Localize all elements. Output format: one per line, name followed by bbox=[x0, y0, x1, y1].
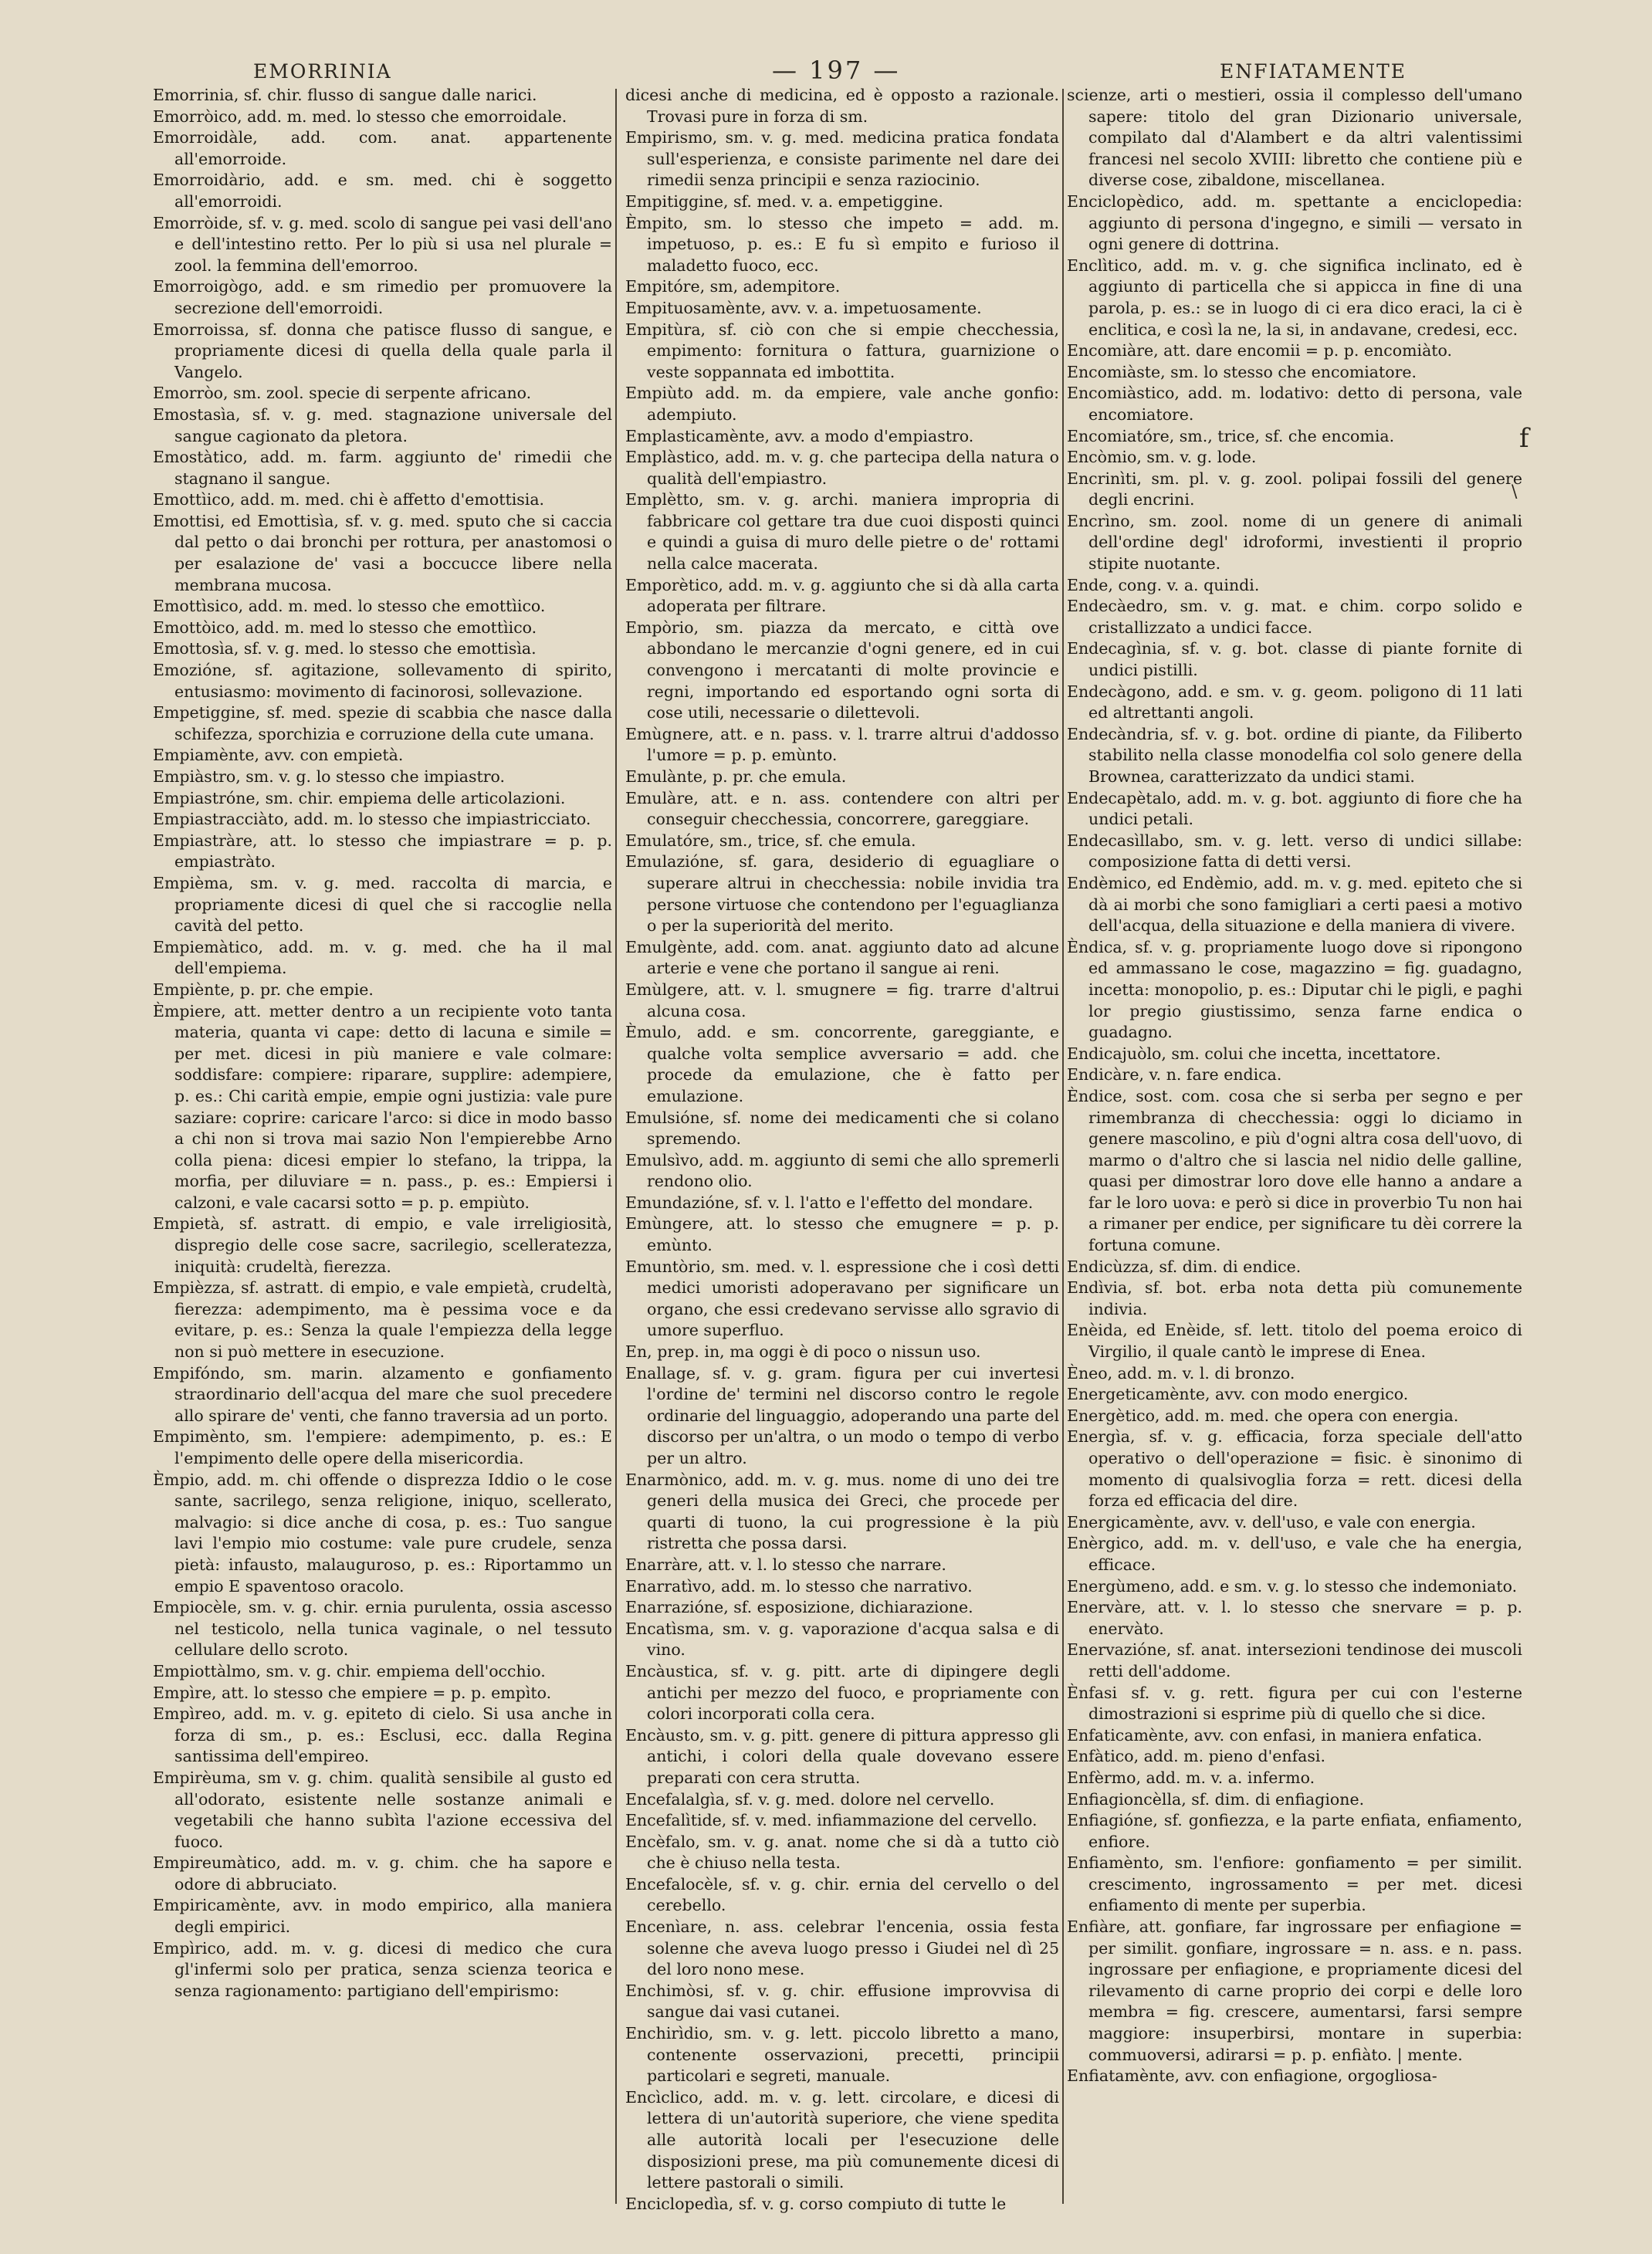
dictionary-entry: Emorroigògo, add. e sm rimedio per promuovere la secrezione dell'emorroidi. bbox=[153, 277, 612, 317]
dictionary-entry: Encrìno, sm. zool. nome di un genere di animali dell'ordine degl' idroformi, investienti il proprio stipite nuotante. bbox=[1067, 511, 1522, 574]
dictionary-entry: Encomiatóre, sm., trice, sf. che encomia. bbox=[1067, 426, 1395, 445]
dictionary-entry: Emulazióne, sf. gara, desiderio di eguagliare o superare altrui in checchessia: nobile invidia tra persone virtuose che contendono per l'eguaglianza o per la superiorità del merito. bbox=[625, 852, 1059, 936]
dictionary-entry: Empiènte, p. pr. che empie. bbox=[153, 980, 374, 999]
dictionary-entry: Enarratìvo, add. m. lo stesso che narrativo. bbox=[625, 1576, 973, 1596]
dictionary-entry: Enallage, sf. v. g. gram. figura per cui invertesi l'ordine de' termini nel discorso contro le regole ordinarie del linguaggio, adoperando una parte del discorso per un'altra, o un modo o tempo di verbo per un altro. bbox=[625, 1363, 1059, 1467]
dictionary-entry: Encenìare, n. ass. celebrar l'encenia, ossia festa solenne che aveva luogo presso i Giudei nel dì 25 del loro nono mese. bbox=[625, 1917, 1059, 1979]
dictionary-entry: Enchimòsi, sf. v. g. chir. effusione improvvisa di sangue dai vasi cutanei. bbox=[625, 1981, 1059, 2022]
dictionary-entry: Emostasìa, sf. v. g. med. stagnazione universale del sangue cagionato da pletora. bbox=[153, 404, 612, 445]
dictionary-entry: Emozióne, sf. agitazione, sollevamento di spirito, entusiasmo: movimento di facinorosi, sollevazione. bbox=[153, 661, 612, 701]
dictionary-entry: Empireumàtico, add. m. v. g. chim. che ha sapore e odore di abbruciato. bbox=[153, 1853, 612, 1894]
dictionary-entry: Empìrico, add. m. v. g. dicesi di medico che cura gl'infermi solo per pratica, senza scienza teorica e senza ragionamento: partigiano dell'empirismo: bbox=[153, 1938, 612, 2000]
dictionary-entry: Emplàstico, add. m. v. g. che partecipa della natura o qualità dell'empiastro. bbox=[625, 448, 1059, 488]
dictionary-entry: Empifóndo, sm. marin. alzamento e gonfiamento straordinario dell'acqua del mare che suol precedere allo spirare de' venti, che fanno traversia ad un porto. bbox=[153, 1363, 612, 1425]
dictionary-entry: Enfèrmo, add. m. v. a. infermo. bbox=[1067, 1768, 1315, 1787]
dictionary-entry: Energùmeno, add. e sm. v. g. lo stesso che indemoniato. bbox=[1067, 1576, 1518, 1596]
dictionary-entry: Enervazióne, sf. anat. intersezioni tendinose dei muscoli retti dell'addome. bbox=[1067, 1640, 1522, 1680]
column-divider bbox=[1062, 89, 1064, 2204]
margin-mark: f bbox=[1519, 423, 1529, 454]
dictionary-entry: Emottìsico, add. m. med. lo stesso che emottìico. bbox=[153, 597, 546, 616]
dictionary-entry: Endèmico, ed Endèmio, add. m. v. g. med. epiteto che si dà ai morbi che sono famigliari a certi paesi a motivo dell'acqua, della situazione e della maniera di vivere. bbox=[1067, 873, 1522, 936]
dictionary-entry: Ènfasi sf. v. g. rett. figura per cui con l'esterne dimostrazioni si esprime più di quello che si dice. bbox=[1067, 1683, 1522, 1724]
dictionary-entry: Empiottàlmo, sm. v. g. chir. empiema dell'occhio. bbox=[153, 1661, 546, 1680]
column-middle bbox=[625, 85, 1059, 2215]
dictionary-entry: Enfaticamènte, avv. con enfasi, in maniera enfatica. bbox=[1067, 1725, 1482, 1745]
dictionary-entry: Empitiggine, sf. med. v. a. empetiggine. bbox=[625, 191, 943, 211]
dictionary-entry: Empiamènte, avv. con empietà. bbox=[153, 746, 404, 765]
dictionary-entry: Emorròide, sf. v. g. med. scolo di sangue pei vasi dell'ano e dell'intestino retto. Per lo più si usa nel plurale = zool. la femmina dell'emorroo. bbox=[153, 213, 612, 275]
column-right bbox=[1067, 85, 1522, 2215]
dictionary-entry: Encomiàstico, add. m. lodativo: detto di persona, vale encomiatore. bbox=[1067, 384, 1522, 424]
dictionary-entry: Empiàstro, sm. v. g. lo stesso che impiastro. bbox=[153, 767, 506, 786]
dictionary-entry: scienze, arti o mestieri, ossia il complesso dell'umano sapere: titolo del gran Dizionario universale, compilato dal d'Alambert e da altri valentissimi francesi nel secolo XVIII: libretto che contiene più e diverse cose, zibaldone, miscellanea. bbox=[1067, 86, 1522, 190]
dictionary-entry: Empiricamènte, avv. in modo empirico, alla maniera degli empirici. bbox=[153, 1896, 612, 1937]
dictionary-entry: Enfiamènto, sm. l'enfiore: gonfiamento = per similit. crescimento, ingrossamento = per met. dicesi enfiamento di mente per superbia. bbox=[1067, 1853, 1522, 1915]
dictionary-entry: Emottìico, add. m. med. chi è affetto d'emottisia. bbox=[153, 490, 545, 509]
dictionary-entry: Encrinìti, sm. pl. v. g. zool. polipai fossili del genere degli encrini. bbox=[1067, 469, 1522, 509]
dictionary-entry: Enclìtico, add. m. v. g. che significa inclinato, ed è aggiunto di particella che si appicca in fine di una parola, p. es.: se in luogo di ci era dico eraci, la ci è enclitica, e così la ne, la si, in andavane, credesi, ecc. bbox=[1067, 256, 1522, 339]
dictionary-entry: Encìclico, add. m. v. g. lett. circolare, e dicesi di lettera di un'autorità superiore, che viene spedita alle autorità locali per l'esecuzione delle disposizioni prese, ma più comunemente dicesi di lettere pastorali o simili. bbox=[625, 2087, 1059, 2192]
dictionary-entry: Emulànte, p. pr. che emula. bbox=[625, 767, 847, 786]
dictionary-entry: Empiocèle, sm. v. g. chir. ernia purulenta, ossia ascesso nel testicolo, nella tunica vaginale, o nel tessuto cellulare dello scroto. bbox=[153, 1598, 612, 1660]
dictionary-entry: Endecagìnia, sf. v. g. bot. classe di piante fornite di undici pistilli. bbox=[1067, 639, 1522, 680]
dictionary-entry: Endecàedro, sm. v. g. mat. e chim. corpo solido e cristallizzato a undici facce. bbox=[1067, 597, 1522, 637]
dictionary-entry: Endecàgono, add. e sm. v. g. geom. poligono di 11 lati ed altrettanti angoli. bbox=[1067, 682, 1522, 723]
dictionary-entry: Emottisi, ed Emottisìa, sf. v. g. med. sputo che si caccia dal petto o dai bronchi per rottura, per anastomosi o per esalazione de' vasi a boccucce libere nella membrana mucosa. bbox=[153, 511, 612, 594]
dictionary-entry: dicesi anche di medicina, ed è opposto a razionale. Trovasi pure in forza di sm. bbox=[625, 86, 1059, 126]
dictionary-entry: Empitùra, sf. ciò con che si empie checchessia, empimento: fornitura o fattura, guarnizione o veste soppannata ed imbottita. bbox=[625, 320, 1059, 381]
dictionary-entry: Empirismo, sm. v. g. med. medicina pratica fondata sull'esperienza, e consiste parimente nel dare dei rimedii senza principii e senza raziocinio. bbox=[625, 128, 1059, 190]
dictionary-entry: Empièma, sm. v. g. med. raccolta di marcia, e propriamente dicesi di quel che si raccoglie nella cavità del petto. bbox=[153, 873, 612, 936]
dictionary-entry: Èneo, add. m. v. l. di bronzo. bbox=[1067, 1363, 1295, 1383]
dictionary-entry: Emottosìa, sf. v. g. med. lo stesso che emottisìa. bbox=[153, 639, 537, 658]
dictionary-entry: Enervàre, att. v. l. lo stesso che snervare = p. p. enervàto. bbox=[1067, 1598, 1522, 1638]
dictionary-entry: Emùlgere, att. v. l. smugnere = fig. trarre d'altrui alcuna cosa. bbox=[625, 980, 1059, 1020]
dictionary-entry: Enciclopedìa, sf. v. g. corso compiuto di tutte le bbox=[625, 2194, 1007, 2213]
dictionary-entry: Empirèuma, sm v. g. chim. qualità sensibile al gusto ed all'odorato, esistente nelle sostanze animali e vegetabili che hanno subìta l'azione eccessiva del fuoco. bbox=[153, 1768, 612, 1851]
dictionary-entry: Enèida, ed Enèide, sf. lett. titolo del poema eroico di Virgilio, il quale cantò le imprese di Enea. bbox=[1067, 1321, 1522, 1362]
dictionary-entry: Enciclopèdico, add. m. spettante a enciclopedia: aggiunto di persona d'ingegno, e simili — versato in ogni genere di dottrina. bbox=[1067, 191, 1522, 254]
dictionary-entry: Emùgnere, att. e n. pass. v. l. trarre altrui d'addosso l'umore = p. p. emùnto. bbox=[625, 724, 1059, 765]
dictionary-entry: Energìa, sf. v. g. efficacia, forza speciale dell'atto operativo o dell'operazione = fisic. è sinonimo di momento di qualsivoglia forza = rett. dicesi della forza ed efficacia del dire. bbox=[1067, 1427, 1522, 1511]
dictionary-entry: Empiastràre, att. lo stesso che impiastrare = p. p. empiastràto. bbox=[153, 831, 612, 871]
dictionary-entry: Enchirìdio, sm. v. g. lett. piccolo libretto a mano, contenente osservazioni, precetti, principii particolari e segreti, manuale. bbox=[625, 2024, 1059, 2086]
dictionary-entry: Emplasticamènte, avv. a modo d'empiastro. bbox=[625, 426, 974, 445]
dictionary-entry: Encàustica, sf. v. g. pitt. arte di dipingere degli antichi per mezzo del fuoco, e propriamente con colori incorporati colla cera. bbox=[625, 1661, 1059, 1724]
dictionary-entry: Emostàtico, add. m. farm. aggiunto de' rimedii che stagnano il sangue. bbox=[153, 448, 612, 488]
running-header-left: EMORRINIA bbox=[253, 60, 392, 83]
dictionary-entry: Energicamènte, avv. v. dell'uso, e vale con energia. bbox=[1067, 1512, 1476, 1531]
dictionary-entry: Energeticamènte, avv. con modo energico. bbox=[1067, 1385, 1409, 1404]
dictionary-entry: Enèrgico, add. m. v. dell'uso, e vale che ha energia, efficace. bbox=[1067, 1534, 1522, 1574]
dictionary-entry: Emulàre, att. e n. ass. contendere con altri per conseguir checchessia, concorrere, gareggiare. bbox=[625, 788, 1059, 829]
dictionary-entry: Empimènto, sm. l'empiere: adempimento, p. es.: E l'empimento delle opere della misericordia. bbox=[153, 1427, 612, 1467]
dictionary-entry: Èmpio, add. m. chi offende o disprezza Iddio o le cose sante, sacrilego, senza religione, iniquo, scellerato, malvagio: si dice anche di cosa, p. es.: Tuo sangue lavi l'empio mio costume: vale pure crudele, senza pietà: infausto, malauguroso, p. es.: Riportammo un empio E spaventoso oracolo. bbox=[153, 1470, 612, 1596]
dictionary-entry: Enarmònico, add. m. v. g. mus. nome di uno dei tre generi della musica dei Greci, che procede per quarti di tuono, la cui progressione è la più ristretta che possa darsi. bbox=[625, 1470, 1059, 1553]
dictionary-entry: Empiùto add. m. da empiere, vale anche gonfio: adempiuto. bbox=[625, 384, 1059, 424]
dictionary-entry: Emorroidàrio, add. e sm. med. chi è soggetto all'emorroidi. bbox=[153, 171, 612, 211]
dictionary-entry: Encefalocèle, sf. v. g. chir. ernia del cervello o del cerebello. bbox=[625, 1874, 1059, 1915]
dictionary-entry: Empiemàtico, add. m. v. g. med. che ha il mal dell'empiema. bbox=[153, 937, 612, 978]
dictionary-entry: Empièzza, sf. astratt. di empio, e vale empietà, crudeltà, fierezza: adempimento, ma è pessima voce e da evitare, p. es.: Senza la quale l'empiezza della legge non si può mettere in esecuzione. bbox=[153, 1278, 612, 1362]
dictionary-entry: Emorròo, sm. zool. specie di serpente africano. bbox=[153, 384, 532, 403]
dictionary-entry: Empetiggine, sf. med. spezie di scabbia che nasce dalla schifezza, sporchizia e corruzione della cute umana. bbox=[153, 703, 612, 743]
dictionary-entry: Emporètico, add. m. v. g. aggiunto che si dà alla carta adoperata per filtrare. bbox=[625, 575, 1059, 616]
dictionary-entry: Enfiàre, att. gonfiare, far ingrossare per enfiagione = per similit. gonfiare, ingrossare = n. ass. e n. pass. ingrossare per enfiagione, e propriamente dicesi del rilevamento di carne proprio dei corpi e delle loro membra = fig. crescere, aumentarsi, farsi sempre maggiore: insuperbirsi, montare in superbia: commuoversi, adirarsi = p. p. enfiàto. | mente. bbox=[1067, 1917, 1522, 2064]
dictionary-entry: Empituosamènte, avv. v. a. impetuosamente. bbox=[625, 298, 982, 317]
dictionary-entry: Enfàtico, add. m. pieno d'enfasi. bbox=[1067, 1747, 1325, 1766]
page-number: — 197 — bbox=[772, 56, 901, 85]
dictionary-entry: Encèfalo, sm. v. g. anat. nome che si dà a tutto ciò che è chiuso nella testa. bbox=[625, 1832, 1059, 1873]
dictionary-entry: Endicajuòlo, sm. colui che incetta, incettatore. bbox=[1067, 1044, 1441, 1063]
dictionary-entry: Empietà, sf. astratt. di empio, e vale irreligiosità, dispregio delle cose sacre, sacrilegio, scelleratezza, iniquità: crudeltà, fierezza. bbox=[153, 1214, 612, 1276]
dictionary-entry: Empòrio, sm. piazza da mercato, e città ove abbondano le mercanzie d'ogni genere, ed in cui convengono i mercatanti di molte provincie e regni, importando ed esportando ogni sorta di cose utili, necessarie o dilettevoli. bbox=[625, 618, 1059, 723]
dictionary-entry: Emorroissa, sf. donna che patisce flusso di sangue, e propriamente dicesi di quella della quale parla il Vangelo. bbox=[153, 320, 612, 381]
dictionary-entry: Ende, cong. v. a. quindi. bbox=[1067, 575, 1260, 594]
dictionary-entry: Èmpito, sm. lo stesso che impeto = add. m. impetuoso, p. es.: E fu sì empito e furioso il maladetto fuoco, ecc. bbox=[625, 213, 1059, 275]
dictionary-entry: Endecàndria, sf. v. g. bot. ordine di piante, da Filiberto stabilito nella classe monodelfia col solo genere della Brownea, caratterizzato da undici stami. bbox=[1067, 724, 1522, 786]
dictionary-entry: Emorròico, add. m. med. lo stesso che emorroidale. bbox=[153, 107, 567, 126]
margin-mark: \ bbox=[1512, 482, 1518, 502]
dictionary-entry: En, prep. in, ma oggi è di poco o nissun uso. bbox=[625, 1342, 981, 1362]
dictionary-entry: Enfiatamènte, avv. con enfiagione, orgogliosa- bbox=[1067, 2066, 1437, 2086]
dictionary-entry: Emottòico, add. m. med lo stesso che emottìico. bbox=[153, 618, 537, 637]
dictionary-entry: Emuntòrio, sm. med. v. l. espressione che i così detti medici umoristi adoperavano per significare un organo, che essi credevano servisse allo sgravio di umore superfluo. bbox=[625, 1257, 1059, 1340]
dictionary-entry: Empìreo, add. m. v. g. epiteto di cielo. Si usa anche in forza di sm., p. es.: Esclusi, ecc. dalla Regina santissima dell'empireo. bbox=[153, 1704, 612, 1766]
dictionary-entry: Enfiagioncèlla, sf. dim. di enfiagione. bbox=[1067, 1789, 1365, 1809]
dictionary-entry: Emorroidàle, add. com. anat. appartenente all'emorroide. bbox=[153, 128, 612, 168]
dictionary-entry: Endìvia, sf. bot. erba nota detta più comunemente indivia. bbox=[1067, 1278, 1522, 1318]
dictionary-entry: Emplètto, sm. v. g. archi. maniera impropria di fabbricare col gettare tra due cuoi disposti quinci e quindi a guisa di muro delle pietre o de' rottami nella calce macerata. bbox=[625, 490, 1059, 574]
dictionary-entry: Emundazióne, sf. v. l. l'atto e l'effetto del mondare. bbox=[625, 1193, 1034, 1212]
dictionary-entry: Encàusto, sm. v. g. pitt. genere di pittura appresso gli antichi, i colori della quale dovevano essere preparati con cera strutta. bbox=[625, 1725, 1059, 1787]
dictionary-entry: Endecapètalo, add. m. v. g. bot. aggiunto di fiore che ha undici petali. bbox=[1067, 788, 1522, 829]
dictionary-entry: Emulatóre, sm., trice, sf. che emula. bbox=[625, 831, 916, 850]
dictionary-entry: Encatìsma, sm. v. g. vaporazione d'acqua salsa e di vino. bbox=[625, 1619, 1059, 1660]
dictionary-entry: Endecasìllabo, sm. v. g. lett. verso di undici sillabe: composizione fatta di detti versi. bbox=[1067, 831, 1522, 871]
dictionary-entry: Èndica, sf. v. g. propriamente luogo dove si ripongono ed ammassano le cose, magazzino = fig. guadagno, incetta: monopolio, p. es.: Diputar chi le pigli, e paghi lor pregio giustissimo, senza farne endica o guadagno. bbox=[1067, 937, 1522, 1042]
dictionary-entry: Encòmio, sm. v. g. lode. bbox=[1067, 448, 1257, 467]
dictionary-entry: Energètico, add. m. med. che opera con energia. bbox=[1067, 1406, 1459, 1425]
dictionary-entry: Encomiàre, att. dare encomii = p. p. encomiàto. bbox=[1067, 341, 1453, 360]
dictionary-entry: Encefalìtide, sf. v. med. infiammazione del cervello. bbox=[625, 1811, 1038, 1830]
column-left bbox=[153, 85, 612, 2215]
dictionary-entry: Emulsióne, sf. nome dei medicamenti che si colano spremendo. bbox=[625, 1108, 1059, 1149]
dictionary-entry: Empìre, att. lo stesso che empiere = p. p. empìto. bbox=[153, 1683, 552, 1702]
dictionary-entry: Emorrinia, sf. chir. flusso di sangue dalle narici. bbox=[153, 86, 537, 104]
dictionary-entry: Encefalalgìa, sf. v. g. med. dolore nel cervello. bbox=[625, 1789, 995, 1809]
dictionary-entry: Enarrazióne, sf. esposizione, dichiarazione. bbox=[625, 1598, 973, 1617]
dictionary-entry: Encomiàste, sm. lo stesso che encomiatore. bbox=[1067, 362, 1417, 381]
dictionary-entry: Endicàre, v. n. fare endica. bbox=[1067, 1065, 1282, 1085]
dictionary-entry: Enarràre, att. v. l. lo stesso che narrare. bbox=[625, 1555, 946, 1574]
column-divider bbox=[615, 89, 617, 2204]
dictionary-entry: Emùngere, att. lo stesso che emugnere = p. p. emùnto. bbox=[625, 1214, 1059, 1255]
dictionary-entry: Èmulo, add. e sm. concorrente, gareggiante, e qualche volta semplice avversario = add. che procede da emulazione, che è fatto per emulazione. bbox=[625, 1023, 1059, 1105]
dictionary-entry: Empitóre, sm, adempitore. bbox=[625, 277, 841, 296]
dictionary-entry: Èndice, sost. com. cosa che si serba per segno e per rimembranza di checchessia: oggi lo diciamo in genere mascolino, e più d'ogni altra cosa dell'uovo, di marmo o d'altro che si lascia nel nidio delle galline, quasi per dimostrar loro dove elle hanno a andare a far le loro uova: e però si dice in proverbio Tu non hai a rimaner per endice, per significare tu dèi correre la fortuna comune. bbox=[1067, 1086, 1522, 1255]
dictionary-entry: Emulgènte, add. com. anat. aggiunto dato ad alcune arterie e vene che portano il sangue ai reni. bbox=[625, 937, 1059, 978]
dictionary-entry: Èmpiere, att. metter dentro a un recipiente voto tanta materia, quanta vi cape: detto di lacuna e simile = per met. dicesi in più maniere e vale colmare: soddisfare: compiere: riparare, supplire: adempiere, p. es.: Chi carità empie, empie ogni justizia: vale pure saziare: coprire: caricare l'arco: si dice in modo basso a chi non si trova mai sazio Non l'empierebbe Arno colla piena: dicesi empier lo stefano, la trippa, la morfia, per diluviare = n. pass., p. es.: Empiersi i calzoni, e vale cacarsi sotto = p. p. empiùto. bbox=[153, 1001, 612, 1212]
dictionary-entry: Enfiagióne, sf. gonfiezza, e la parte enfiata, enfiamento, enfiore. bbox=[1067, 1811, 1522, 1851]
dictionary-entry: Empiastracciàto, add. m. lo stesso che impiastricciato. bbox=[153, 810, 591, 829]
dictionary-entry: Empiastróne, sm. chir. empiema delle articolazioni. bbox=[153, 788, 566, 807]
dictionary-entry: Emulsìvo, add. m. aggiunto di semi che allo spremerli rendono olio. bbox=[625, 1150, 1059, 1191]
running-header-right: ENFIATAMENTE bbox=[1220, 60, 1407, 83]
dictionary-entry: Endicùzza, sf. dim. di endice. bbox=[1067, 1257, 1302, 1276]
